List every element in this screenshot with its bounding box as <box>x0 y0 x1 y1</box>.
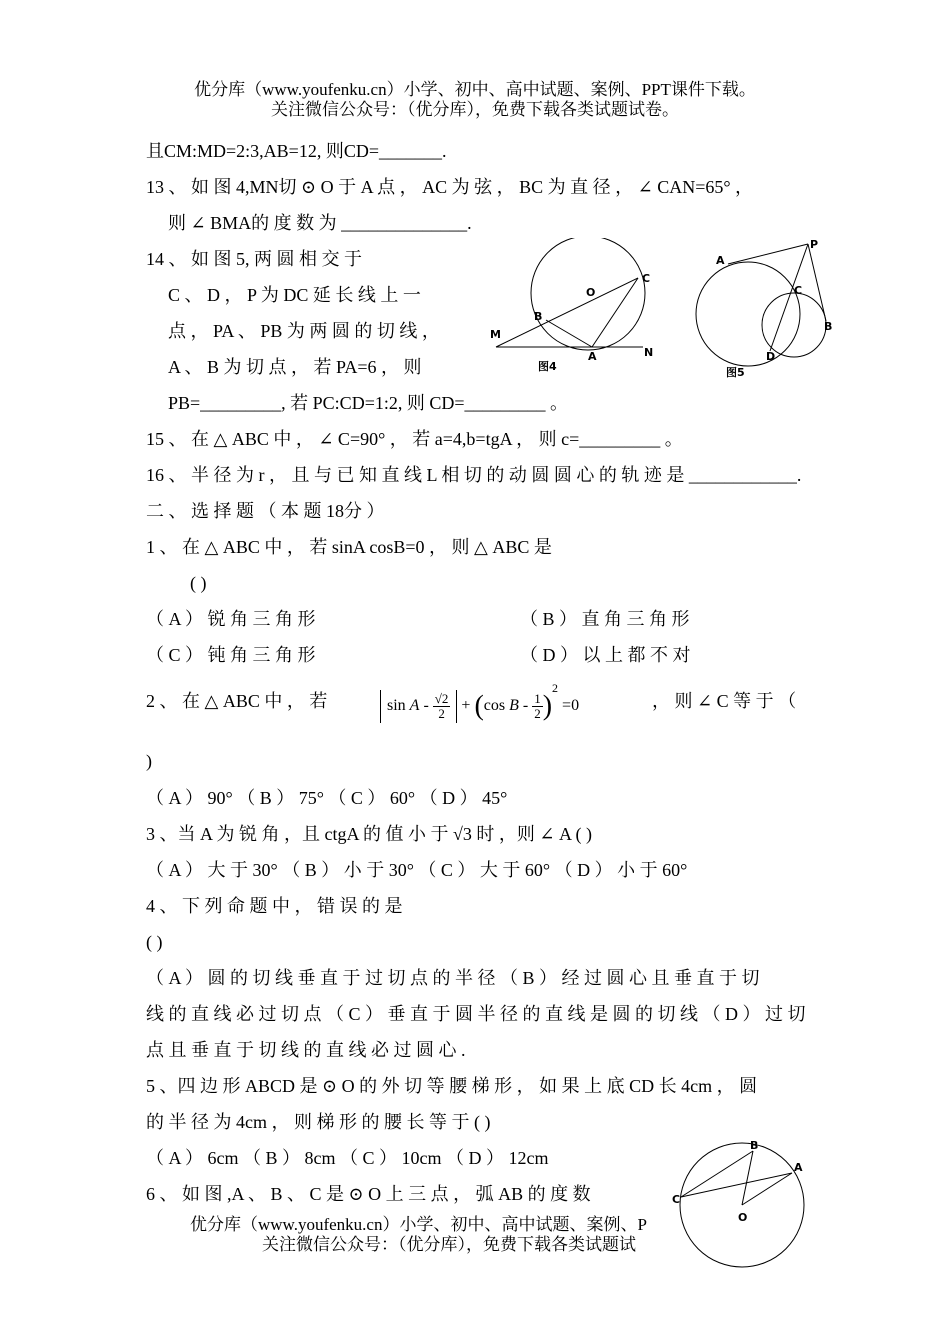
fig5-label-c: C <box>794 284 803 297</box>
q14-line-1: 14 、 如 图 5, 两 圆 相 交 于 <box>146 249 362 269</box>
fig4-label-m: M <box>490 328 501 341</box>
fig4-line-mc <box>496 278 638 347</box>
mc-q5-line-2: 的 半 径 为 4cm ， 则 梯 形 的 腰 长 等 于 ( ) <box>146 1112 491 1132</box>
fig4-line-ca <box>592 278 638 347</box>
mc-q6-line-1: 6 、 如 图 ,A 、 B 、 C 是 ⊙ O 上 三 点 ， 弧 AB 的 度 数 <box>146 1184 591 1204</box>
left-paren: ( <box>474 690 484 722</box>
fig5-line-pb <box>808 244 826 321</box>
minus-2: - <box>518 697 533 714</box>
footer-line-2: 关注微信公众号：（优分库），免费下载各类试题试 <box>262 1235 636 1254</box>
mc-q1-option-d: （ D ） 以 上 都 不 对 <box>520 645 691 665</box>
mc-q4-line-5: 点 且 垂 直 于 切 线 的 直 线 必 过 圆 心 . <box>146 1040 466 1060</box>
fraction-2-num: 1 <box>534 690 541 706</box>
fig6-label-b: B <box>750 1139 759 1152</box>
sin-text: sin <box>387 697 406 714</box>
fig5-circle-left <box>696 262 803 366</box>
equals-zero: =0 <box>562 697 580 714</box>
fig4-label-n: N <box>644 346 654 359</box>
fig6-label-c: C <box>672 1193 681 1206</box>
mc-q5-line-1: 5 、四 边 形 ABCD 是 ⊙ O 的 外 切 等 腰 梯 形 ， 如 果 上 底 CD 长 4cm ， 圆 <box>146 1076 758 1096</box>
mc-q3-options: （ A ） 大 于 30° （ B ） 小 于 30° （ C ） 大 于 60° （ D ） 小 于 60° <box>146 860 688 880</box>
fig5-caption: 图5 <box>726 366 745 379</box>
fig5-line-pa <box>728 244 808 264</box>
section-2-heading: 二 、 选 择 题 （ 本 题 18分 ） <box>146 501 385 521</box>
fig5-label-d: D <box>766 350 776 363</box>
fraction-2 <box>532 692 543 721</box>
q14-line-2: C 、 D ， P 为 DC 延 长 线 上 一 <box>168 285 421 305</box>
abs-value-bars <box>380 690 457 723</box>
cos-text: cos <box>483 697 506 714</box>
fraction-1-den: 2 <box>438 705 445 721</box>
mc-q3-line-1: 3 、当 A 为 锐 角 ，且 ctgA 的 值 小 于 √3 时 ，则 ∠ A ( ) <box>146 824 592 844</box>
mc-q2-line-2: ) <box>146 751 152 771</box>
fig5-label-b: B <box>824 320 833 333</box>
fig6-label-a: A <box>794 1161 803 1174</box>
mc-q1-option-c: （ C ） 钝 角 三 角 形 <box>146 645 316 665</box>
mc-q2-formula <box>380 681 579 723</box>
mc-q1-option-a: （ A ） 锐 角 三 角 形 <box>146 609 316 629</box>
q16: 16 、 半 径 为 r ， 且 与 已 知 直 线 L 相 切 的 动 圆 圆 心 的 轨 迹 是 ____________. <box>146 465 802 485</box>
fig4-label-o: O <box>586 286 596 299</box>
header-line-2: 关注微信公众号：（优分库），免费下载各类试题试卷。 <box>271 100 679 119</box>
figure-6 <box>670 1135 812 1271</box>
q14-line-5: PB=_________, 若 PC:CD=1:2, 则 CD=_________ 。 <box>168 393 568 413</box>
var-b: B <box>509 697 519 714</box>
q12-tail: 且CM:MD=2:3,AB=12, 则CD=_______. <box>146 141 447 161</box>
fraction-1-num: √2 <box>434 690 449 706</box>
q13-line-2: 则 ∠ BMA的 度 数 为 ______________. <box>168 213 472 233</box>
exponent: 2 <box>552 681 559 695</box>
mc-q4-line-3: （ A ） 圆 的 切 线 垂 直 于 过 切 点 的 半 径 （ B ） 经 过 圆 心 且 垂 直 于 切 <box>146 968 760 988</box>
fig4-label-a: A <box>588 350 597 363</box>
fig5-line-pd <box>770 244 808 351</box>
q13-line-1: 13 、 如 图 4,MN切 ⊙ O 于 A 点 ， AC 为 弦 ， BC 为 直 径 ， ∠ CAN=65° ， <box>146 177 754 197</box>
mc-q2-prefix: 2 、 在 △ ABC 中 ， 若 <box>146 691 328 711</box>
mc-q1-line-1: 1 、 在 △ ABC 中 ， 若 sinA cosB=0 ， 则 △ ABC 是 <box>146 537 552 557</box>
header-line-1: 优分库（www.youfenku.cn）小学、初中、高中试题、案例、PPT课件下载。 <box>194 80 756 99</box>
mc-q4-line-4: 线 的 直 线 必 过 切 点 （ C ） 垂 直 于 圆 半 径 的 直 线 是 圆 的 切 线 （ D ） 过 切 <box>146 1004 806 1024</box>
minus-1: - <box>419 697 433 714</box>
q15: 15 、 在 △ ABC 中 ， ∠ C=90° ， 若 a=4,b=tgA ， 则 c=_________ 。 <box>146 429 683 449</box>
fig4-label-c: C <box>642 272 651 285</box>
figure-5 <box>690 236 840 382</box>
mc-q4-line-2: ( ) <box>146 932 163 952</box>
var-a: A <box>409 697 420 714</box>
mc-q2-options: （ A ） 90° （ B ） 75° （ C ） 60° （ D ） 45° <box>146 788 508 808</box>
fig5-label-p: P <box>810 238 819 251</box>
figure-4 <box>488 238 660 376</box>
fraction-1 <box>433 692 451 721</box>
plus-sign: + <box>461 697 471 714</box>
mc-q1-option-b: （ B ） 直 角 三 角 形 <box>520 609 690 629</box>
fig4-line-ba <box>546 320 592 347</box>
q14-line-3: 点 ， PA 、 PB 为 两 圆 的 切 线 ， <box>168 321 440 341</box>
fig4-caption: 图4 <box>538 360 557 373</box>
fig6-label-o: O <box>738 1211 748 1224</box>
mc-q4-line-1: 4 、 下 列 命 题 中 ， 错 误 的 是 <box>146 896 403 916</box>
fig4-label-b: B <box>534 310 543 323</box>
mc-q2-suffix: ， 则 ∠ C 等 于 （ <box>652 691 797 711</box>
fig5-label-a: A <box>716 254 725 267</box>
right-paren: ) <box>542 690 553 722</box>
footer-line-1: 优分库（www.youfenku.cn）小学、初中、高中试题、案例、P <box>190 1215 647 1234</box>
q14-line-4: A 、 B 为 切 点 ， 若 PA=6 ， 则 <box>168 357 422 377</box>
fraction-2-den: 2 <box>534 705 541 721</box>
mc-q1-line-2: ( ) <box>190 573 207 593</box>
mc-q5-options: （ A ） 6cm （ B ） 8cm （ C ） 10cm （ D ） 12cm <box>146 1148 549 1168</box>
